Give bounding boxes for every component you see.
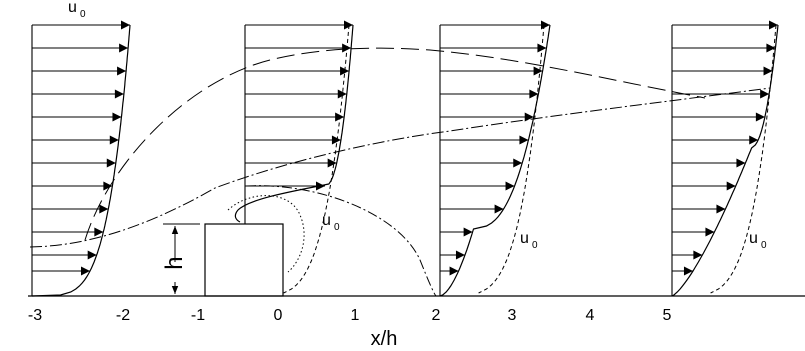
velocity-label-3-sub: 0 (532, 240, 538, 251)
velocity-label-1-sub: 0 (80, 9, 86, 20)
shear-layer-dashdot-line (30, 88, 770, 247)
x-tick-label: -2 (115, 307, 131, 324)
x-tick-label: 0 (273, 307, 283, 324)
obstacle-block (205, 224, 283, 296)
profile-station-4 (672, 25, 778, 296)
velocity-label-4 (749, 230, 767, 251)
x-tick-label: -1 (190, 307, 206, 324)
velocity-label-2-main: u (322, 212, 331, 229)
velocity-profiles (32, 25, 778, 296)
boundary-layer-edge-dashed-line (85, 48, 705, 240)
reference-profile-dashed (479, 25, 544, 293)
x-tick-label: 4 (585, 307, 595, 324)
height-dimension (161, 224, 200, 294)
separation-bubble-arc (246, 186, 436, 296)
x-tick-label: 2 (431, 307, 441, 324)
reference-profile-dashed (284, 25, 349, 293)
reference-profile-dashed (711, 25, 776, 293)
velocity-label-3 (520, 230, 538, 251)
x-tick-label: 1 (350, 307, 360, 324)
height-label: h (161, 256, 188, 270)
profile-station-1 (32, 25, 130, 296)
x-axis-title: x/h (370, 328, 398, 350)
velocity-label-1 (68, 0, 86, 20)
velocity-label-1-main: u (68, 0, 77, 16)
x-tick-label: 3 (507, 307, 517, 324)
velocity-label-2-sub: 0 (334, 222, 340, 233)
x-axis-ticks (28, 307, 672, 324)
velocity-label-2 (322, 212, 340, 233)
x-tick-label: -3 (27, 307, 43, 324)
profile-station-3 (440, 25, 550, 296)
velocity-label-4-main: u (749, 230, 758, 247)
velocity-label-4-sub: 0 (761, 240, 767, 251)
x-tick-label: 5 (662, 307, 672, 324)
recirculation-dotted-curve (228, 196, 304, 272)
velocity-label-3-main: u (520, 230, 529, 247)
